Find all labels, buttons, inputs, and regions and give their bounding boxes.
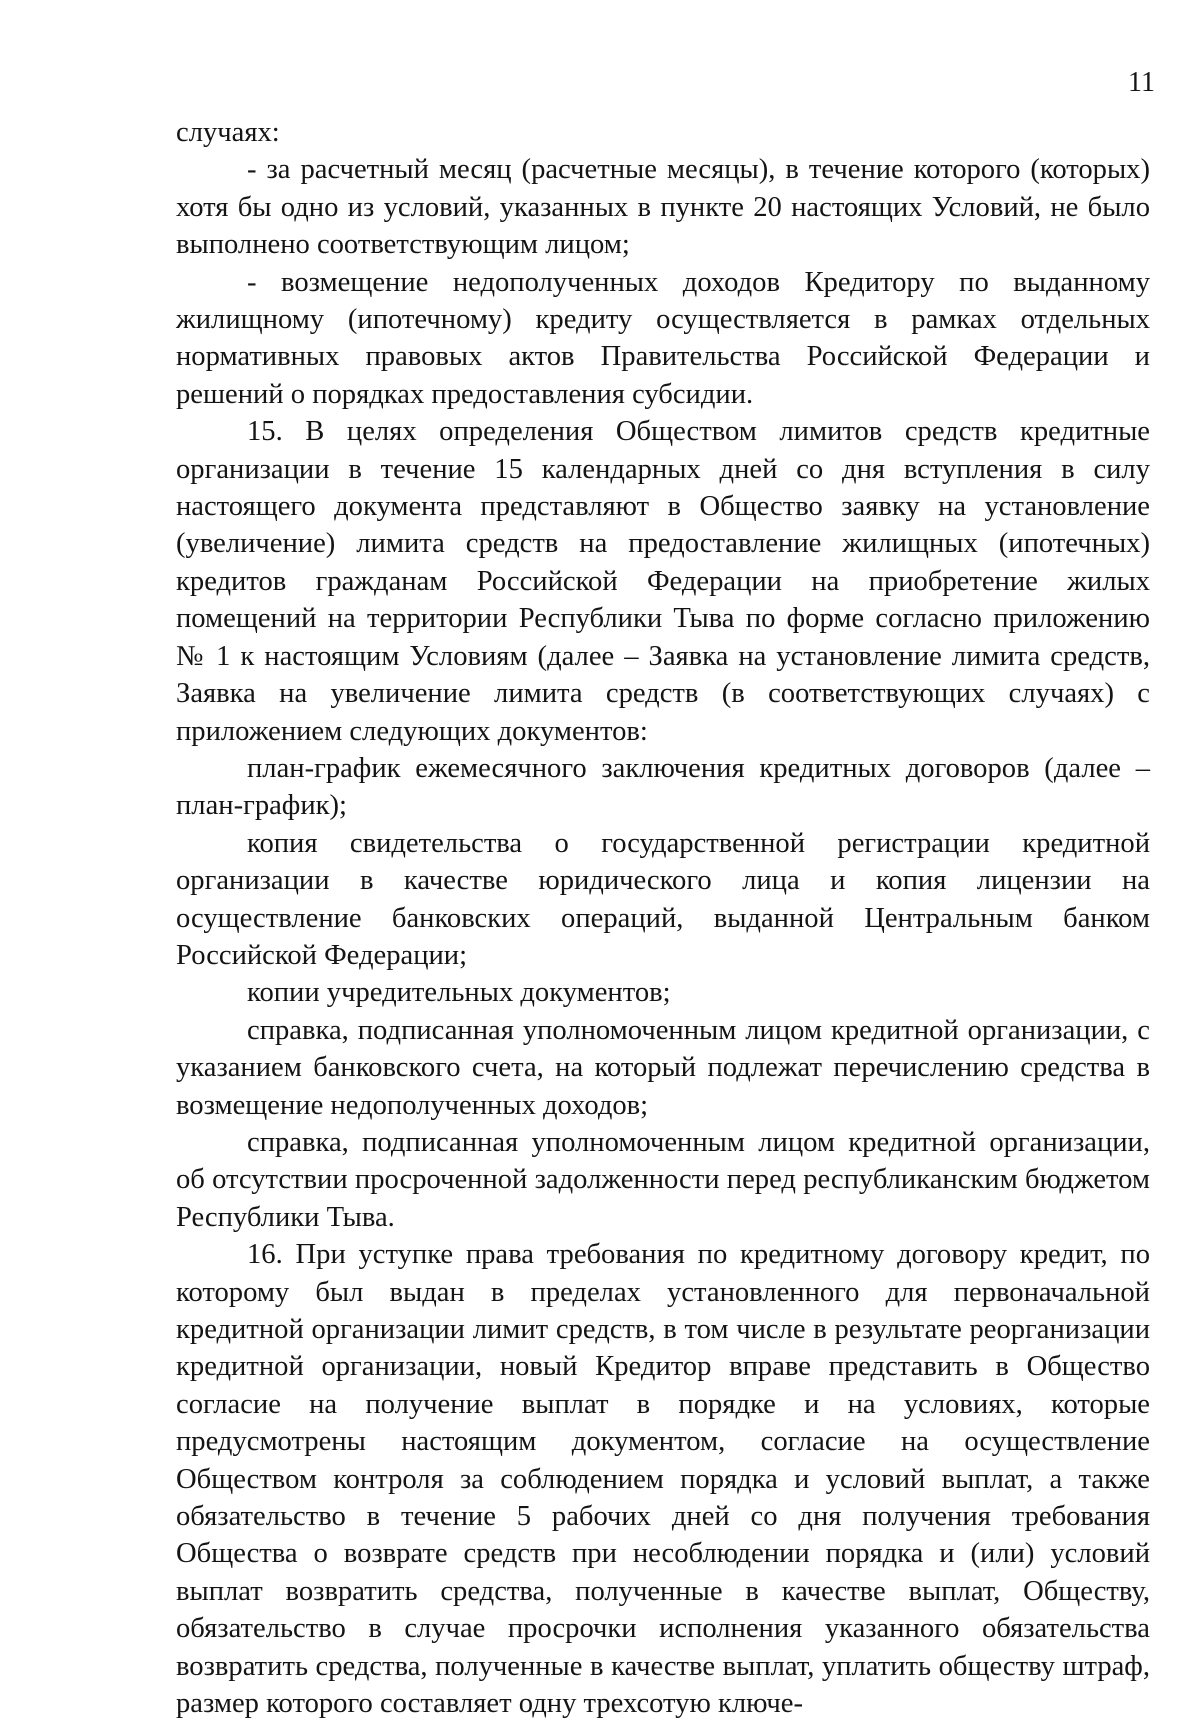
paragraph: справка, подписанная уполномоченным лицом кредитной организации, с указанием банковского счета, на который подлежат перечислению средства в возмещение недополученных доходов; [176, 1014, 1150, 1121]
paragraph: - за расчетный месяц (расчетные месяцы), в течение которого (которых) хотя бы одно из условий, указанных в пункте 20 настоящих Условий, не было выполнено соответствующим лицом; [176, 154, 1150, 261]
paragraph: план-график ежемесячного заключения кредитных договоров (далее – план-график); [176, 752, 1150, 822]
page-number: 11 [1128, 67, 1155, 98]
paragraph: копии учредительных документов; [247, 977, 671, 1009]
paragraph: - возмещение недополученных доходов Кредитору по выданному жилищному (ипотечному) кредиту осуществляется в рамках отдельных нормативных правовых актов Правительства Российской Федерации и решений о порядках предоставления субсидии. [176, 266, 1150, 410]
paragraph: копия свидетельства о государственной регистрации кредитной организации в качестве юридического лица и копия лицензии на осуществление банковских операций, выданной Центральным банком Российской Федерации; [176, 827, 1150, 971]
paragraph-section-16: 16. При уступке права требования по кредитному договору кредит, по которому был выдан в пределах установленного для первоначальной кредитной организации лимит средств, в том числе в результате реорганизации кредитной организации, новый Кредитор вправе представить в Общество согласие на получение выплат в порядке и на условиях, которые предусмотрены настоящим документом, согласие на осуществление Обществом контроля за соблюдением порядка и условий выплат, а также обязательство в течение 5 рабочих дней со дня получения требования Общества о возврате средств при несоблюдении порядка и (или) условий выплат возвратить средства, полученные в качестве выплат, Обществу, обязательство в случае просрочки исполнения указанного обязательства возвратить средства, полученные в качестве выплат, уплатить обществу штраф, размер которого составляет одну трехсотую ключе- [176, 1239, 1150, 1720]
paragraph-section-15: 15. В целях определения Обществом лимитов средств кредитные организации в течение 15 календарных дней со дня вступления в силу настоящего документа представляют в Общество заявку на установление (увеличение) лимита средств на предоставление жилищных (ипотечных) кредитов гражданам Российской Федерации на приобретение жилых помещений на территории Республики Тыва по форме согласно приложению № 1 к настоящим Условиям (далее – Заявка на установление лимита средств, Заявка на увеличение лимита средств (в соответствующих случаях) с приложением следующих документов: [176, 416, 1150, 747]
paragraph: случаях: [176, 117, 280, 148]
document-body [176, 114, 1150, 1722]
paragraph: справка, подписанная уполномоченным лицом кредитной организации, об отсутствии просроченной задолженности перед республиканским бюджетом Республики Тыва. [176, 1126, 1150, 1233]
